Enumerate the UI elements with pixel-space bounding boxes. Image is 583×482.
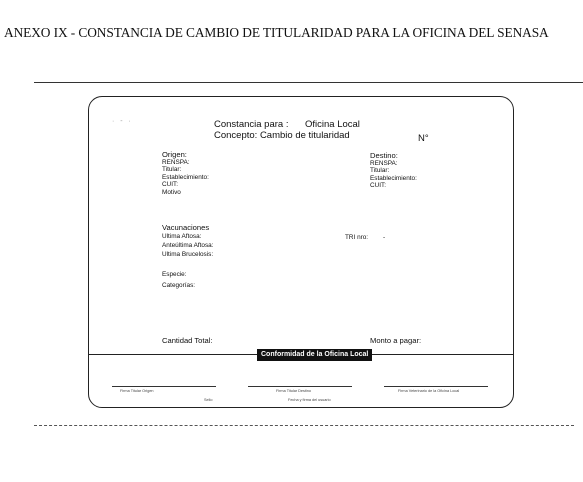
signature-line-destino — [248, 386, 352, 387]
constancia-label: Constancia para : — [214, 119, 289, 130]
sello-label: Sello — [204, 398, 213, 402]
form-card — [88, 96, 514, 408]
signature-origen-label: Firma Titular Origen — [120, 389, 154, 393]
ultima-brucelosis: Ultima Brucelosis: — [162, 251, 214, 258]
fecha-label: Fecha y firma del usuario — [288, 398, 331, 402]
vacunaciones-title: Vacunaciones — [162, 223, 210, 232]
tri-label: TRI nro: — [345, 234, 369, 241]
destino-titular: Titular: — [370, 167, 390, 175]
origen-cuit: CUIT: — [162, 181, 178, 189]
origen-title: Origen: — [162, 150, 187, 159]
monto-label: Monto a pagar: — [370, 336, 422, 345]
top-divider — [34, 82, 583, 83]
vacunaciones-section — [162, 223, 214, 259]
signature-veterinario-label: Firma Veterinario de la Oficina Local — [398, 389, 460, 393]
signature-line-veterinario — [384, 386, 488, 387]
corner-mark: · - · — [112, 118, 133, 125]
signature-destino-label: Firma Titular Destino — [276, 389, 312, 393]
concepto-label: Concepto: Cambio de titularidad — [214, 130, 350, 141]
destino-cuit: CUIT: — [370, 182, 386, 190]
ultima-aftosa: Ultima Aftosa: — [162, 233, 202, 240]
destino-renspa: RENSPA: — [370, 160, 398, 167]
constancia-value: Oficina Local — [305, 119, 360, 130]
destino-fields — [370, 160, 417, 190]
origen-establecimiento: Establecimiento: — [162, 173, 209, 181]
origen-renspa: RENSPA: — [162, 159, 190, 166]
document-heading: ANEXO IX - CONSTANCIA DE CAMBIO DE TITULARIDAD PARA LA OFICINA DEL SENASA — [4, 25, 549, 40]
destino-establecimiento: Establecimiento: — [370, 174, 417, 182]
origen-motivo: Motivo — [162, 188, 181, 196]
tri-value: - — [383, 234, 386, 241]
origen-fields — [162, 159, 209, 196]
signature-line-origen — [112, 386, 216, 387]
number-label: N° — [418, 133, 429, 144]
bottom-dashed-divider — [34, 425, 574, 426]
categorias-label: Categorías: — [162, 282, 196, 289]
anteultima-aftosa: Anteúltima Aftosa: — [162, 242, 214, 249]
conformidad-banner: Conformidad de la Oficina Local — [257, 349, 372, 361]
origen-titular: Titular: — [162, 166, 182, 174]
cantidad-total-label: Cantidad Total: — [162, 336, 213, 345]
especie-label: Especie: — [162, 271, 187, 278]
destino-section — [370, 151, 417, 190]
destino-title: Destino: — [370, 151, 398, 160]
origen-section — [162, 150, 209, 196]
vacunaciones-fields — [162, 232, 214, 259]
